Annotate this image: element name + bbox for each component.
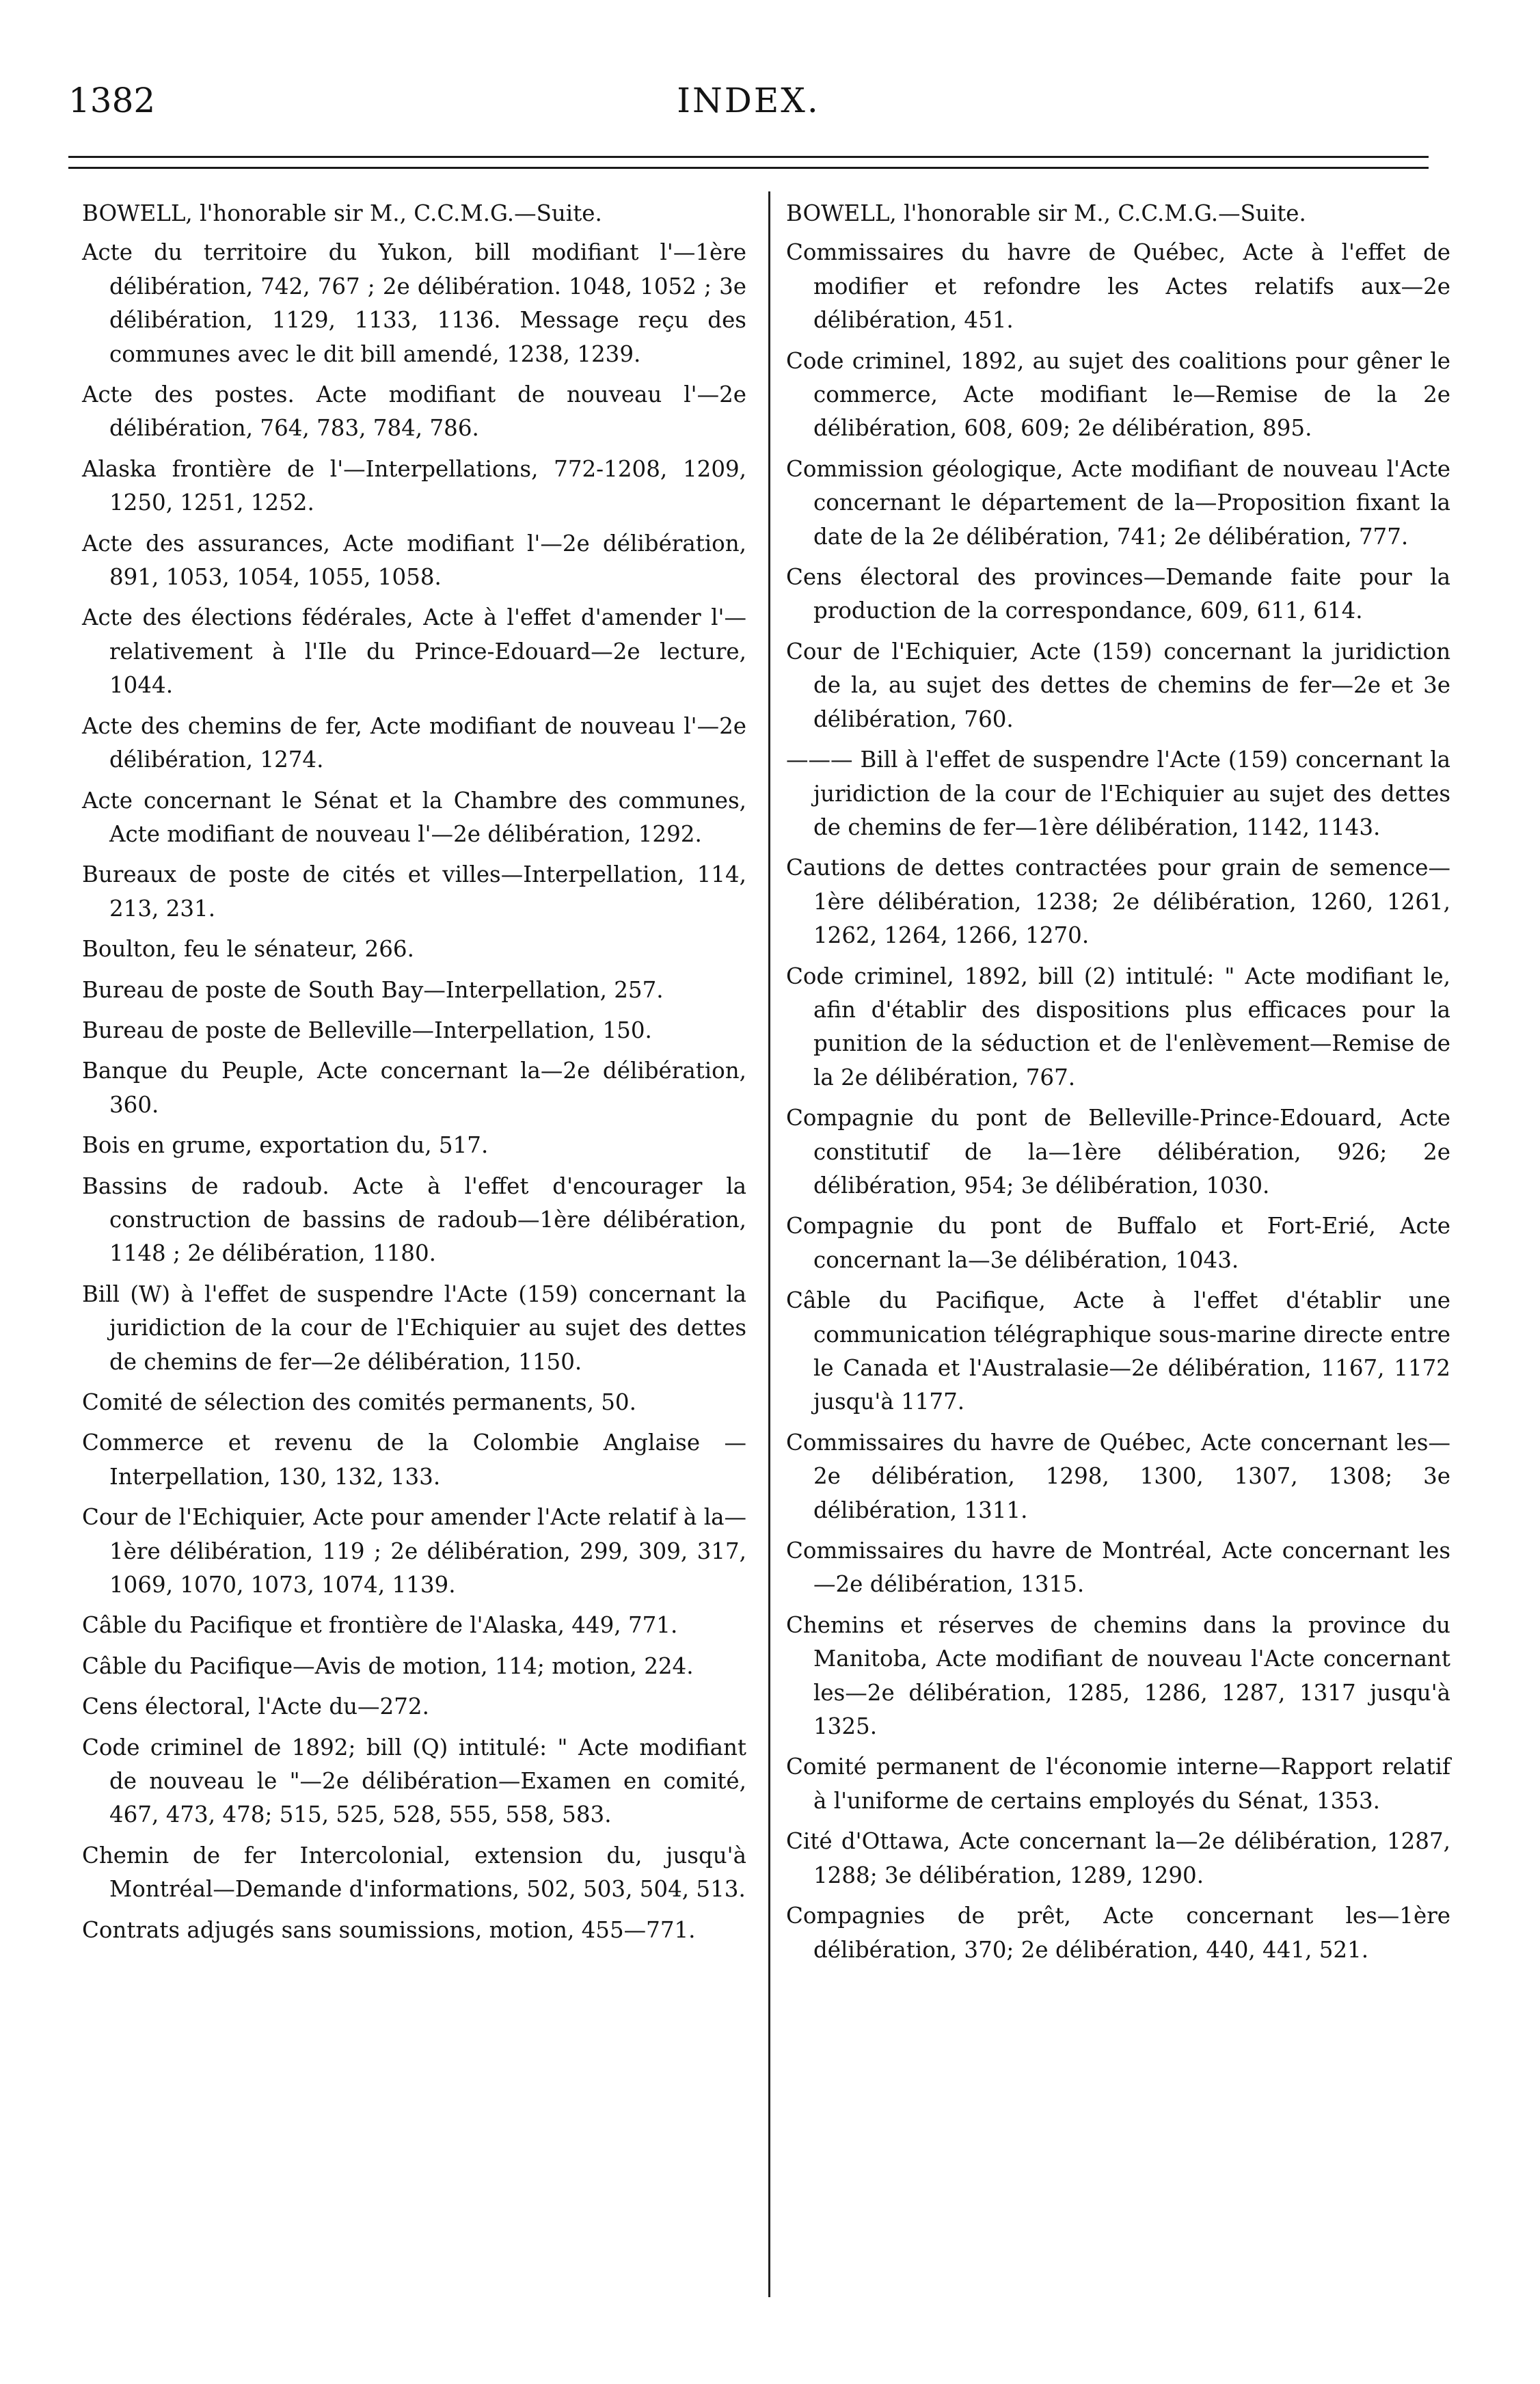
index-entry: Compagnie du pont de Buffalo et Fort-Erié, Acte concernant la—3e délibération, 1043. bbox=[786, 1213, 1450, 1273]
page-title: INDEX. bbox=[677, 81, 820, 120]
page-number: 1382 bbox=[68, 81, 156, 120]
index-entry: Commission géologique, Acte modifiant de nouveau l'Acte concernant le département de la—Proposition fixant la date de la 2e délibération, 741; 2e délibération, 777. bbox=[786, 455, 1450, 550]
index-entry: Code criminel, 1892, au sujet des coalitions pour gêner le commerce, Acte modifiant le—Remise de la 2e délibération, 608, 609; 2e délibération, 895. bbox=[786, 347, 1450, 442]
index-entry: Câble du Pacifique et frontière de l'Alaska, 449, 771. bbox=[82, 1612, 678, 1639]
index-entry: Chemins et réserves de chemins dans la province du Manitoba, Acte modifiant de nouveau l'Acte concernant les—2e délibération, 1285, 1286, 1287, 1317 jusqu'à 1325. bbox=[786, 1611, 1450, 1740]
index-entry: Bassins de radoub. Acte à l'effet d'encourager la construction de bassins de radoub—1ère délibération, 1148 ; 2e délibération, 1180. bbox=[82, 1173, 746, 1267]
column-divider bbox=[768, 191, 770, 2297]
index-entry: Alaska frontière de l'—Interpellations, 772-1208, 1209, 1250, 1251, 1252. bbox=[82, 455, 746, 516]
index-entry: Code criminel, 1892, bill (2) intitulé: " Acte modifiant le, afin d'établir des dispositions plus efficaces pour la punition de la séduction et de l'enlèvement—Remise de la 2e délibération, 767. bbox=[786, 963, 1450, 1090]
index-entry: Commissaires du havre de Montréal, Acte concernant les—2e délibération, 1315. bbox=[786, 1538, 1450, 1598]
index-entry: Cens électoral des provinces—Demande faite pour la production de la correspondance, 609, 611, 614. bbox=[786, 564, 1450, 624]
index-entry: Comité de sélection des comités permanents, 50. bbox=[82, 1389, 636, 1415]
left-column bbox=[82, 197, 746, 1954]
index-entry: Cens électoral, l'Acte du—272. bbox=[82, 1693, 429, 1720]
index-entry: Compagnies de prêt, Acte concernant les—1ère délibération, 370; 2e délibération, 440, 441, 521. bbox=[786, 1903, 1450, 1963]
index-entry: Code criminel de 1892; bill (Q) intitulé: " Acte modifiant de nouveau le "—2e délibération—Examen en comité, 467, 473, 478; 515, 525, 528, 555, 558, 583. bbox=[82, 1734, 746, 1828]
index-entry: ——— Bill à l'effet de suspendre l'Acte (159) concernant la juridiction de la cour de l'Echiquier au sujet des dettes de chemins de fer—1ère délibération, 1142, 1143. bbox=[786, 747, 1450, 840]
index-entry: Acte des élections fédérales, Acte à l'effet d'amender l'—relativement à l'Ile du Prince-Edouard—2e lecture, 1044. bbox=[82, 604, 746, 699]
index-entry: Compagnie du pont de Belleville-Prince-Edouard, Acte constitutif de la—1ère délibération, 926; 2e délibération, 954; 3e délibération, 1030. bbox=[786, 1105, 1450, 1198]
index-entry: Acte des postes. Acte modifiant de nouveau l'—2e délibération, 764, 783, 784, 786. bbox=[82, 381, 746, 442]
index-entry: Cour de l'Echiquier, Acte (159) concernant la juridiction de la, au sujet des dettes de chemins de fer—2e et 3e délibération, 760. bbox=[786, 638, 1450, 732]
index-entry: Commissaires du havre de Québec, Acte concernant les—2e délibération, 1298, 1300, 1307, 1308; 3e délibération, 1311. bbox=[786, 1429, 1450, 1523]
right-column bbox=[786, 197, 1450, 1974]
index-entry: Banque du Peuple, Acte concernant la—2e délibération, 360. bbox=[82, 1058, 746, 1118]
index-entry: Acte des chemins de fer, Acte modifiant de nouveau l'—2e délibération, 1274. bbox=[82, 712, 746, 773]
index-entry: Câble du Pacifique, Acte à l'effet d'établir une communication télégraphique sous-marine directe entre le Canada et l'Australasie—2e délibération, 1167, 1172 jusqu'à 1177. bbox=[786, 1287, 1450, 1415]
index-entry: Commerce et revenu de la Colombie Anglaise —Interpellation, 130, 132, 133. bbox=[82, 1430, 746, 1490]
header-rule-bottom bbox=[68, 167, 1429, 169]
index-entry: Bureaux de poste de cités et villes—Interpellation, 114, 213, 231. bbox=[82, 861, 746, 922]
index-entry: Acte concernant le Sénat et la Chambre des communes, Acte modifiant de nouveau l'—2e délibération, 1292. bbox=[82, 787, 746, 847]
index-entry: Acte du territoire du Yukon, bill modifiant l'—1ère délibération, 742, 767 ; 2e délibération. 1048, 1052 ; 3e délibération, 1129, 1133, 1136. Message reçu des communes avec le dit bill amendé, 1238, 1239. bbox=[82, 239, 746, 367]
index-entry: Cautions de dettes contractées pour grain de semence—1ère délibération, 1238; 2e délibération, 1260, 1261, 1262, 1264, 1266, 1270. bbox=[786, 855, 1450, 949]
index-entry: Cour de l'Echiquier, Acte pour amender l'Acte relatif à la—1ère délibération, 119 ; 2e délibération, 299, 309, 317, 1069, 1070, 1073, 1074, 1139. bbox=[82, 1504, 746, 1598]
index-entry: Acte des assurances, Acte modifiant l'—2e délibération, 891, 1053, 1054, 1055, 1058. bbox=[82, 530, 746, 591]
left-column-heading: BOWELL, l'honorable sir M., C.C.M.G.—Suite. bbox=[82, 200, 602, 226]
right-column-heading: BOWELL, l'honorable sir M., C.C.M.G.—Suite. bbox=[786, 200, 1306, 226]
header-rule-top bbox=[68, 156, 1429, 158]
index-entry: Contrats adjugés sans soumissions, motion, 455—771. bbox=[82, 1916, 696, 1943]
index-entry: Bois en grume, exportation du, 517. bbox=[82, 1132, 489, 1159]
index-entry: Cité d'Ottawa, Acte concernant la—2e délibération, 1287, 1288; 3e délibération, 1289, 1290. bbox=[786, 1828, 1450, 1888]
page-header bbox=[68, 81, 1429, 135]
index-entry: Bureau de poste de Belleville—Interpellation, 150. bbox=[82, 1017, 652, 1043]
index-entry: Bill (W) à l'effet de suspendre l'Acte (159) concernant la juridiction de la cour de l'Echiquier au sujet des dettes de chemins de fer—2e délibération, 1150. bbox=[82, 1281, 746, 1375]
index-entry: Comité permanent de l'économie interne—Rapport relatif à l'uniforme de certains employés du Sénat, 1353. bbox=[786, 1754, 1450, 1814]
index-entry: Commissaires du havre de Québec, Acte à l'effet de modifier et refondre les Actes relatifs aux—2e délibération, 451. bbox=[786, 239, 1450, 334]
index-entry: Câble du Pacifique—Avis de motion, 114; motion, 224. bbox=[82, 1652, 694, 1679]
index-entry: Bureau de poste de South Bay—Interpellation, 257. bbox=[82, 976, 664, 1003]
index-entry: Chemin de fer Intercolonial, extension du, jusqu'à Montréal—Demande d'informations, 502, 503, 504, 513. bbox=[82, 1842, 746, 1903]
index-entry: Boulton, feu le sénateur, 266. bbox=[82, 936, 414, 963]
